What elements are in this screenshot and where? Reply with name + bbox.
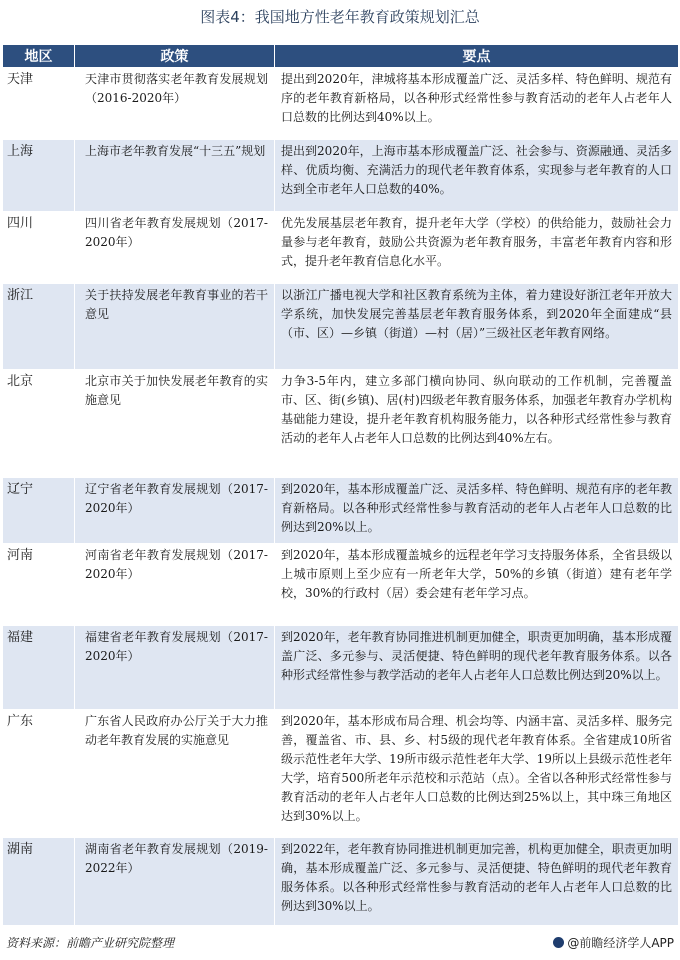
points-cell: 提出到2020年，津城将基本形成覆盖广泛、灵活多样、特色鲜明、规范有序的老年教育新格局，以各种形式经常性参与教育活动的老年人占老年人口总数的比例达到40%以上。 xyxy=(275,68,679,140)
column-header-points: 要点 xyxy=(275,45,679,68)
policy-cell: 天津市贯彻落实老年教育发展规划（2016-2020年） xyxy=(75,68,275,140)
points-cell: 提出到2020年，上海市基本形成覆盖广泛、社会参与、资源融通、灵活多样、优质均衡、充满活力的现代老年教育体系，实现参与老年教育的人口达到全市老年人口总数的40%。 xyxy=(275,140,679,212)
points-cell: 力争3-5年内，建立多部门横向协同、纵向联动的工作机制，完善覆盖市、区、街(乡镇)、居(村)四级老年教育服务体系，加强老年教育办学机构基础能力建设，提升老年教育机构服务能力，以各种形式经常性参与教育活动的老年人占老年人口总数的比例达到40%左右。 xyxy=(275,370,679,478)
points-cell: 以浙江广播电视大学和社区教育系统为主体，着力建设好浙江老年开放大学系统，加快发展完善基层老年教育服务体系，到2020年全面建成“县（市、区）—乡镇（街道）—村（居）”三级社区老年教育网络。 xyxy=(275,284,679,370)
table-row xyxy=(3,68,679,140)
table-row xyxy=(3,370,679,478)
table-header-row xyxy=(3,45,679,68)
brand-credit-text: @前瞻经济学人APP xyxy=(567,936,674,950)
policy-table xyxy=(2,44,679,926)
brand-credit xyxy=(553,934,674,951)
points-cell: 优先发展基层老年教育，提升老年大学（学校）的供给能力，鼓励社会力量参与老年教育，鼓励公共资源为老年教育服务，丰富老年教育内容和形式，提升老年教育信息化水平。 xyxy=(275,212,679,284)
points-cell: 到2020年，基本形成布局合理、机会均等、内涵丰富、灵活多样、服务完善，覆盖省、市、县、乡、村5级的现代老年教育体系。全省建成10所省级示范性老年大学、19所市级示范性老年大学、19所以上县级示范性老年大学，培育500所老年示范校和示范站（点）。全省以各种形式经常性参与教育活动的老年人占老年人口总数的比例达到25%以上，其中珠三角地区达到30%以上。 xyxy=(275,710,679,838)
region-cell: 河南 xyxy=(3,544,75,626)
region-cell: 辽宁 xyxy=(3,478,75,544)
table-row xyxy=(3,478,679,544)
column-header-policy: 政策 xyxy=(75,45,275,68)
page-title: 图表4：我国地方性老年教育政策规划汇总 xyxy=(200,8,480,26)
table-row xyxy=(3,710,679,838)
region-cell: 浙江 xyxy=(3,284,75,370)
table-row xyxy=(3,140,679,212)
table-row xyxy=(3,838,679,926)
region-cell: 上海 xyxy=(3,140,75,212)
table-row xyxy=(3,626,679,710)
policy-cell: 广东省人民政府办公厅关于大力推动老年教育发展的实施意见 xyxy=(75,710,275,838)
policy-cell: 辽宁省老年教育发展规划（2017-2020年） xyxy=(75,478,275,544)
points-cell: 到2020年，基本形成覆盖广泛、灵活多样、特色鲜明、规范有序的老年教育新格局。以各种形式经常性参与教育活动的老年人占老年人口总数的比例达到20%以上。 xyxy=(275,478,679,544)
policy-cell: 河南省老年教育发展规划（2017-2020年） xyxy=(75,544,275,626)
region-cell: 天津 xyxy=(3,68,75,140)
source-note: 资料来源：前瞻产业研究院整理 xyxy=(6,936,175,950)
policy-cell: 湖南省老年教育发展规划（2019-2022年） xyxy=(75,838,275,926)
points-cell: 到2020年，老年教育协同推进机制更加健全，职责更加明确，基本形成覆盖广泛、多元参与、灵活便捷、特色鲜明的现代老年教育服务体系。以各种形式经常性参与教学活动的老年人占老年人口总数比例达到20%以上。 xyxy=(275,626,679,710)
policy-cell: 上海市老年教育发展“十三五”规划 xyxy=(75,140,275,212)
region-cell: 广东 xyxy=(3,710,75,838)
policy-cell: 福建省老年教育发展规划（2017-2020年） xyxy=(75,626,275,710)
policy-cell: 四川省老年教育发展规划（2017-2020年） xyxy=(75,212,275,284)
region-cell: 湖南 xyxy=(3,838,75,926)
table-row xyxy=(3,212,679,284)
region-cell: 四川 xyxy=(3,212,75,284)
points-cell: 到2020年，基本形成覆盖城乡的远程老年学习支持服务体系，全省县级以上城市原则上至少应有一所老年大学，50%的乡镇（街道）建有老年学校，30%的行政村（居）委会建有老年学习点。 xyxy=(275,544,679,626)
table-row xyxy=(3,284,679,370)
region-cell: 福建 xyxy=(3,626,75,710)
region-cell: 北京 xyxy=(3,370,75,478)
policy-cell: 北京市关于加快发展老年教育的实施意见 xyxy=(75,370,275,478)
column-header-region: 地区 xyxy=(3,45,75,68)
table-row xyxy=(3,544,679,626)
policy-cell: 关于扶持发展老年教育事业的若干意见 xyxy=(75,284,275,370)
brand-logo-icon xyxy=(553,937,564,948)
points-cell: 到2022年，老年教育协同推进机制更加完善，机构更加健全，职责更加明确，基本形成覆盖广泛、多元参与、灵活便捷、特色鲜明的现代老年教育服务体系。以各种形式经常性参与教育活动的老年人占老年人口总数的比例达到30%以上。 xyxy=(275,838,679,926)
